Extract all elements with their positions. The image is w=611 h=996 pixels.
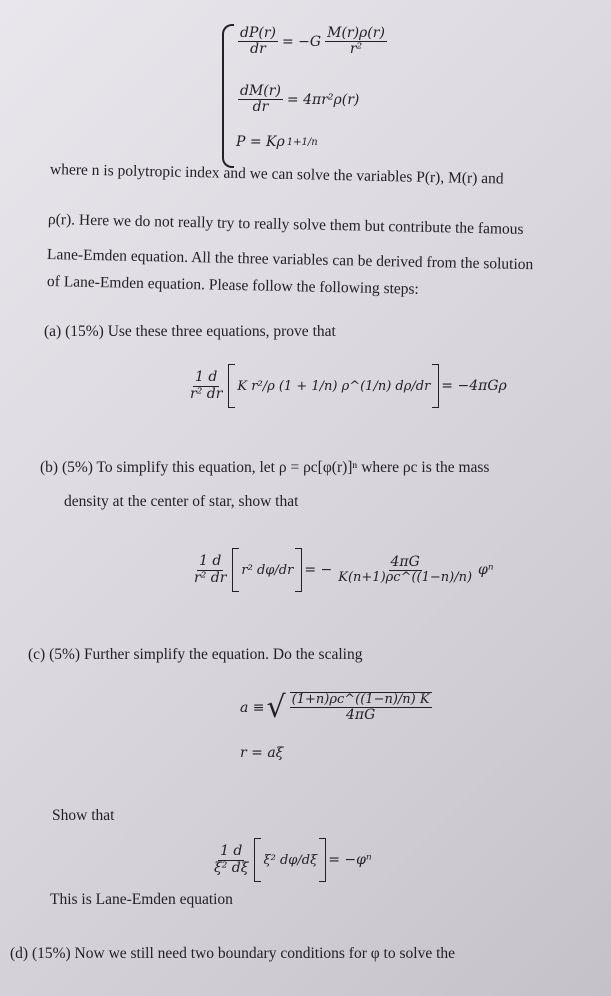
intro-line-4: of Lane-Emden equation. Please follow the following steps: bbox=[46, 273, 420, 298]
part-c-a-denominator: 4πG bbox=[345, 706, 376, 723]
part-c-lhs-numerator: 1 d bbox=[220, 843, 243, 860]
intro-line-1: where n is polytropic index and we can solve the variables P(r), M(r) and bbox=[49, 161, 504, 188]
part-b-inner: r² dφ/dr bbox=[241, 562, 294, 578]
part-c-equation bbox=[210, 838, 372, 882]
system-brace bbox=[222, 24, 234, 168]
part-c-a-definition bbox=[240, 690, 434, 725]
part-a-left-bracket bbox=[228, 364, 235, 408]
system-eq3 bbox=[236, 134, 318, 150]
part-a-lhs-numerator: 1 d bbox=[195, 369, 218, 386]
part-b-right-bracket bbox=[295, 548, 302, 592]
eq1-rhs-numerator: M(r)ρ(r) bbox=[327, 25, 385, 41]
eq2-denominator: dr bbox=[252, 99, 269, 116]
part-b-rhs-numerator: 4πG bbox=[390, 553, 420, 570]
part-c-a-label: a ≡ bbox=[240, 699, 265, 716]
intro-line-3: Lane-Emden equation. All the three variables can be derived from the solution bbox=[46, 246, 534, 274]
part-c-text: (c) (5%) Further simplify the equation. Do the scaling bbox=[28, 646, 363, 663]
part-d-text: (d) (15%) Now we still need two boundary conditions for φ to solve the bbox=[10, 945, 456, 962]
part-b-rhs-denominator: K(n+1)ρc^((1−n)/n) bbox=[338, 570, 473, 586]
eq2-rhs: = 4πr²ρ(r) bbox=[286, 91, 360, 108]
part-c-caption: This is Lane-Emden equation bbox=[50, 891, 233, 908]
part-b-tail: φⁿ bbox=[478, 562, 494, 578]
part-a-lhs-denominator: r² dr bbox=[190, 385, 223, 402]
part-b-lhs-denominator: r² dr bbox=[194, 569, 227, 586]
eq1-numerator: dP(r) bbox=[240, 25, 276, 41]
part-a-inner: K r²/ρ (1 + 1/n) ρ^(1/n) dρ/dr bbox=[237, 378, 431, 394]
part-c-lhs-denominator: ξ² dξ bbox=[214, 859, 249, 876]
part-b-text-1: (b) (5%) To simplify this equation, let ρ = ρc[φ(r)]ⁿ where ρc is the mass bbox=[40, 459, 490, 476]
part-c-left-bracket bbox=[254, 838, 261, 882]
part-a-rhs: = −4πGρ bbox=[441, 378, 507, 394]
eq1-rhs-denominator: r² bbox=[349, 41, 363, 58]
part-b-equation bbox=[190, 548, 494, 592]
intro-line-2: ρ(r). Here we do not really try to really solve them but contribute the famous bbox=[47, 211, 524, 238]
part-a-right-bracket bbox=[432, 364, 439, 408]
sqrt-sign: √ bbox=[266, 690, 286, 725]
part-c-r-definition: r = aξ bbox=[240, 745, 284, 761]
eq1-denominator: dr bbox=[250, 41, 266, 58]
eq3-exponent: 1+1/n bbox=[286, 136, 318, 148]
part-b-text-2: density at the center of star, show that bbox=[64, 493, 299, 510]
eq2-numerator: dM(r) bbox=[240, 83, 281, 99]
system-eq1 bbox=[236, 26, 389, 58]
part-a-text: (a) (15%) Use these three equations, prove that bbox=[44, 323, 336, 340]
part-b-equals: = − bbox=[304, 562, 333, 578]
system-eq2 bbox=[236, 84, 359, 116]
eq1-middle: = −G bbox=[282, 33, 322, 50]
part-a-equation bbox=[186, 364, 507, 408]
part-c-show: Show that bbox=[52, 807, 115, 824]
part-c-inner: ξ² dφ/dξ bbox=[263, 852, 318, 868]
part-c-rhs: = −φⁿ bbox=[328, 852, 372, 868]
part-c-right-bracket bbox=[319, 838, 326, 882]
part-c-a-numerator: (1+n)ρc^((1−n)/n) K bbox=[291, 691, 430, 707]
part-b-lhs-numerator: 1 d bbox=[199, 553, 222, 570]
part-b-left-bracket bbox=[232, 548, 239, 592]
eq3-text: P = Kρ bbox=[236, 134, 285, 150]
equation-system bbox=[222, 22, 422, 167]
